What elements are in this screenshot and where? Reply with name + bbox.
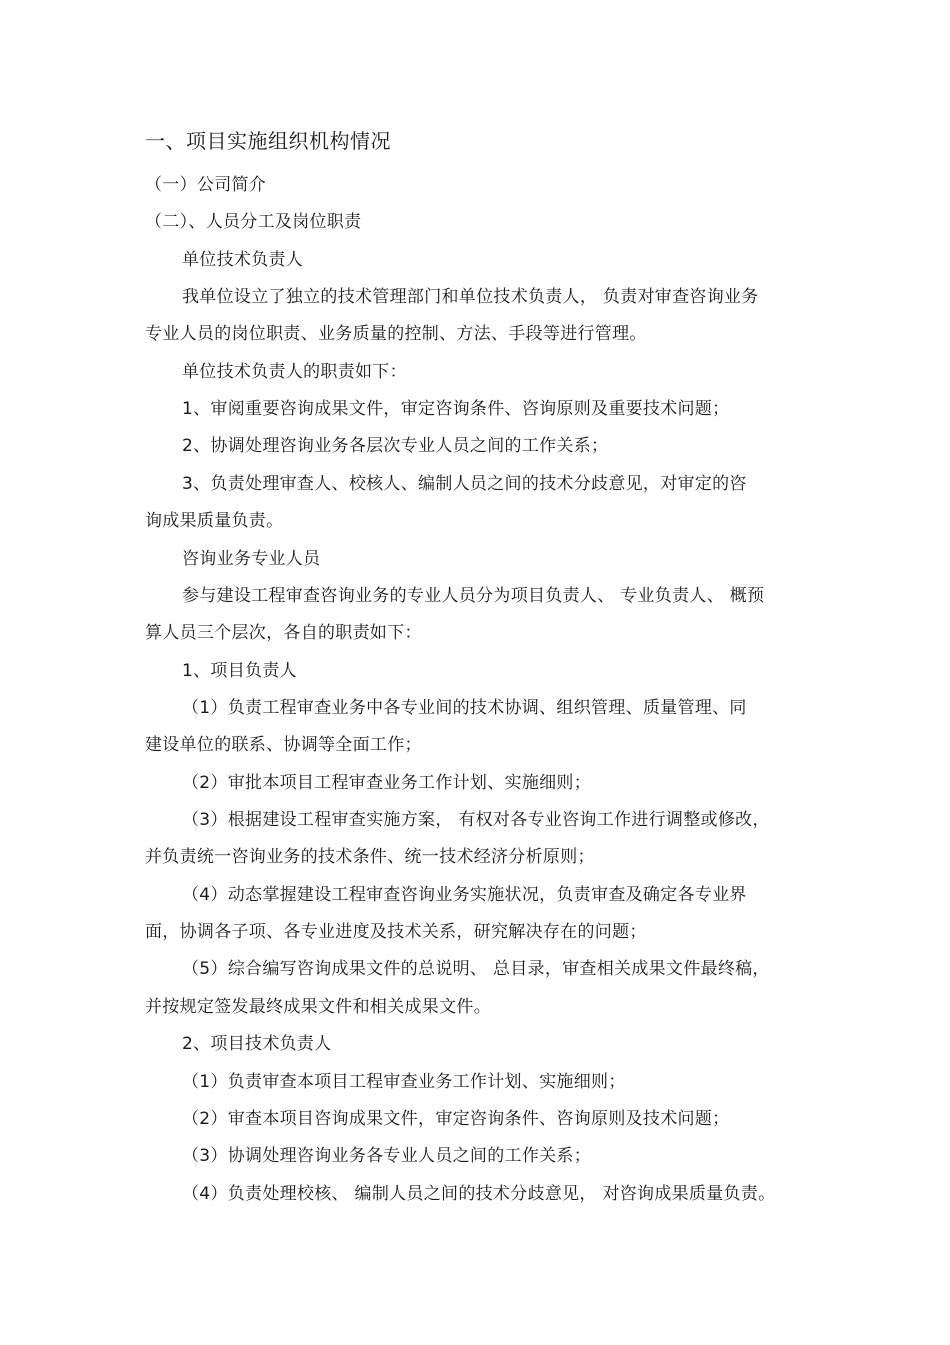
role-heading: 咨询业务专业人员 (182, 549, 321, 569)
subsection-heading: （二）、人员分工及岗位职责 (145, 212, 362, 232)
list-item: （2）审批本项目工程审查业务工作计划、实施细则； (182, 773, 592, 793)
list-item-continuation: 面，协调各子项、各专业进度及技术关系，研究解决存在的问题； (145, 922, 647, 942)
role-subheading: 2、项目技术负责人 (182, 1034, 332, 1054)
list-item: （2）审查本项目咨询成果文件，审定咨询条件、咨询原则及技术问题； (182, 1109, 730, 1129)
paragraph-line: 我单位设立了独立的技术管理部门和单位技术负责人， 负责对审查咨询业务 (182, 287, 759, 307)
paragraph-line: 算人员三个层次，各自的职责如下： (145, 623, 422, 643)
list-item: （3）根据建设工程审查实施方案， 有权对各专业咨询工作进行调整或修改， (182, 810, 770, 830)
paragraph-line: 单位技术负责人的职责如下： (182, 362, 407, 382)
list-item-continuation: 并按规定签发最终成果文件和相关成果文件。 (145, 997, 491, 1017)
list-item: 3、负责处理审查人、校核人、编制人员之间的技术分歧意见，对审定的咨 (182, 474, 747, 494)
list-item: （4）动态掌握建设工程审查咨询业务实施状况，负责审查及确定各专业界 (182, 885, 747, 905)
list-item: 1、审阅重要咨询成果文件，审定咨询条件、咨询原则及重要技术问题； (182, 399, 730, 419)
list-item-continuation: 并负责统一咨询业务的技术条件、统一技术经济分析原则； (145, 847, 595, 867)
list-item: 2、协调处理咨询业务各层次专业人员之间的工作关系； (182, 436, 609, 456)
list-item: （1）负责工程审查业务中各专业间的技术协调、组织管理、质量管理、同 (182, 698, 747, 718)
list-item: （3）协调处理咨询业务各专业人员之间的工作关系； (182, 1146, 592, 1166)
list-item: （1）负责审查本项目工程审查业务工作计划、实施细则； (182, 1072, 626, 1092)
list-item: （4）负责处理校核、 编制人员之间的技术分歧意见， 对咨询成果质量负责。 (182, 1184, 776, 1204)
role-heading: 单位技术负责人 (182, 250, 304, 270)
list-item-continuation: 建设单位的联系、协调等全面工作； (145, 735, 422, 755)
paragraph-line: 参与建设工程审查咨询业务的专业人员分为项目负责人、 专业负责人、 概预 (182, 586, 765, 606)
subsection-heading: （一）公司简介 (145, 175, 267, 195)
list-item: （5）综合编写咨询成果文件的总说明、 总目录，审查相关成果文件最终稿， (182, 959, 770, 979)
paragraph-line: 专业人员的岗位职责、业务质量的控制、方法、手段等进行管理。 (145, 324, 647, 344)
section-title: 一、项目实施组织机构情况 (145, 129, 391, 153)
role-subheading: 1、项目负责人 (182, 661, 297, 681)
list-item-continuation: 询成果质量负责。 (145, 511, 284, 531)
